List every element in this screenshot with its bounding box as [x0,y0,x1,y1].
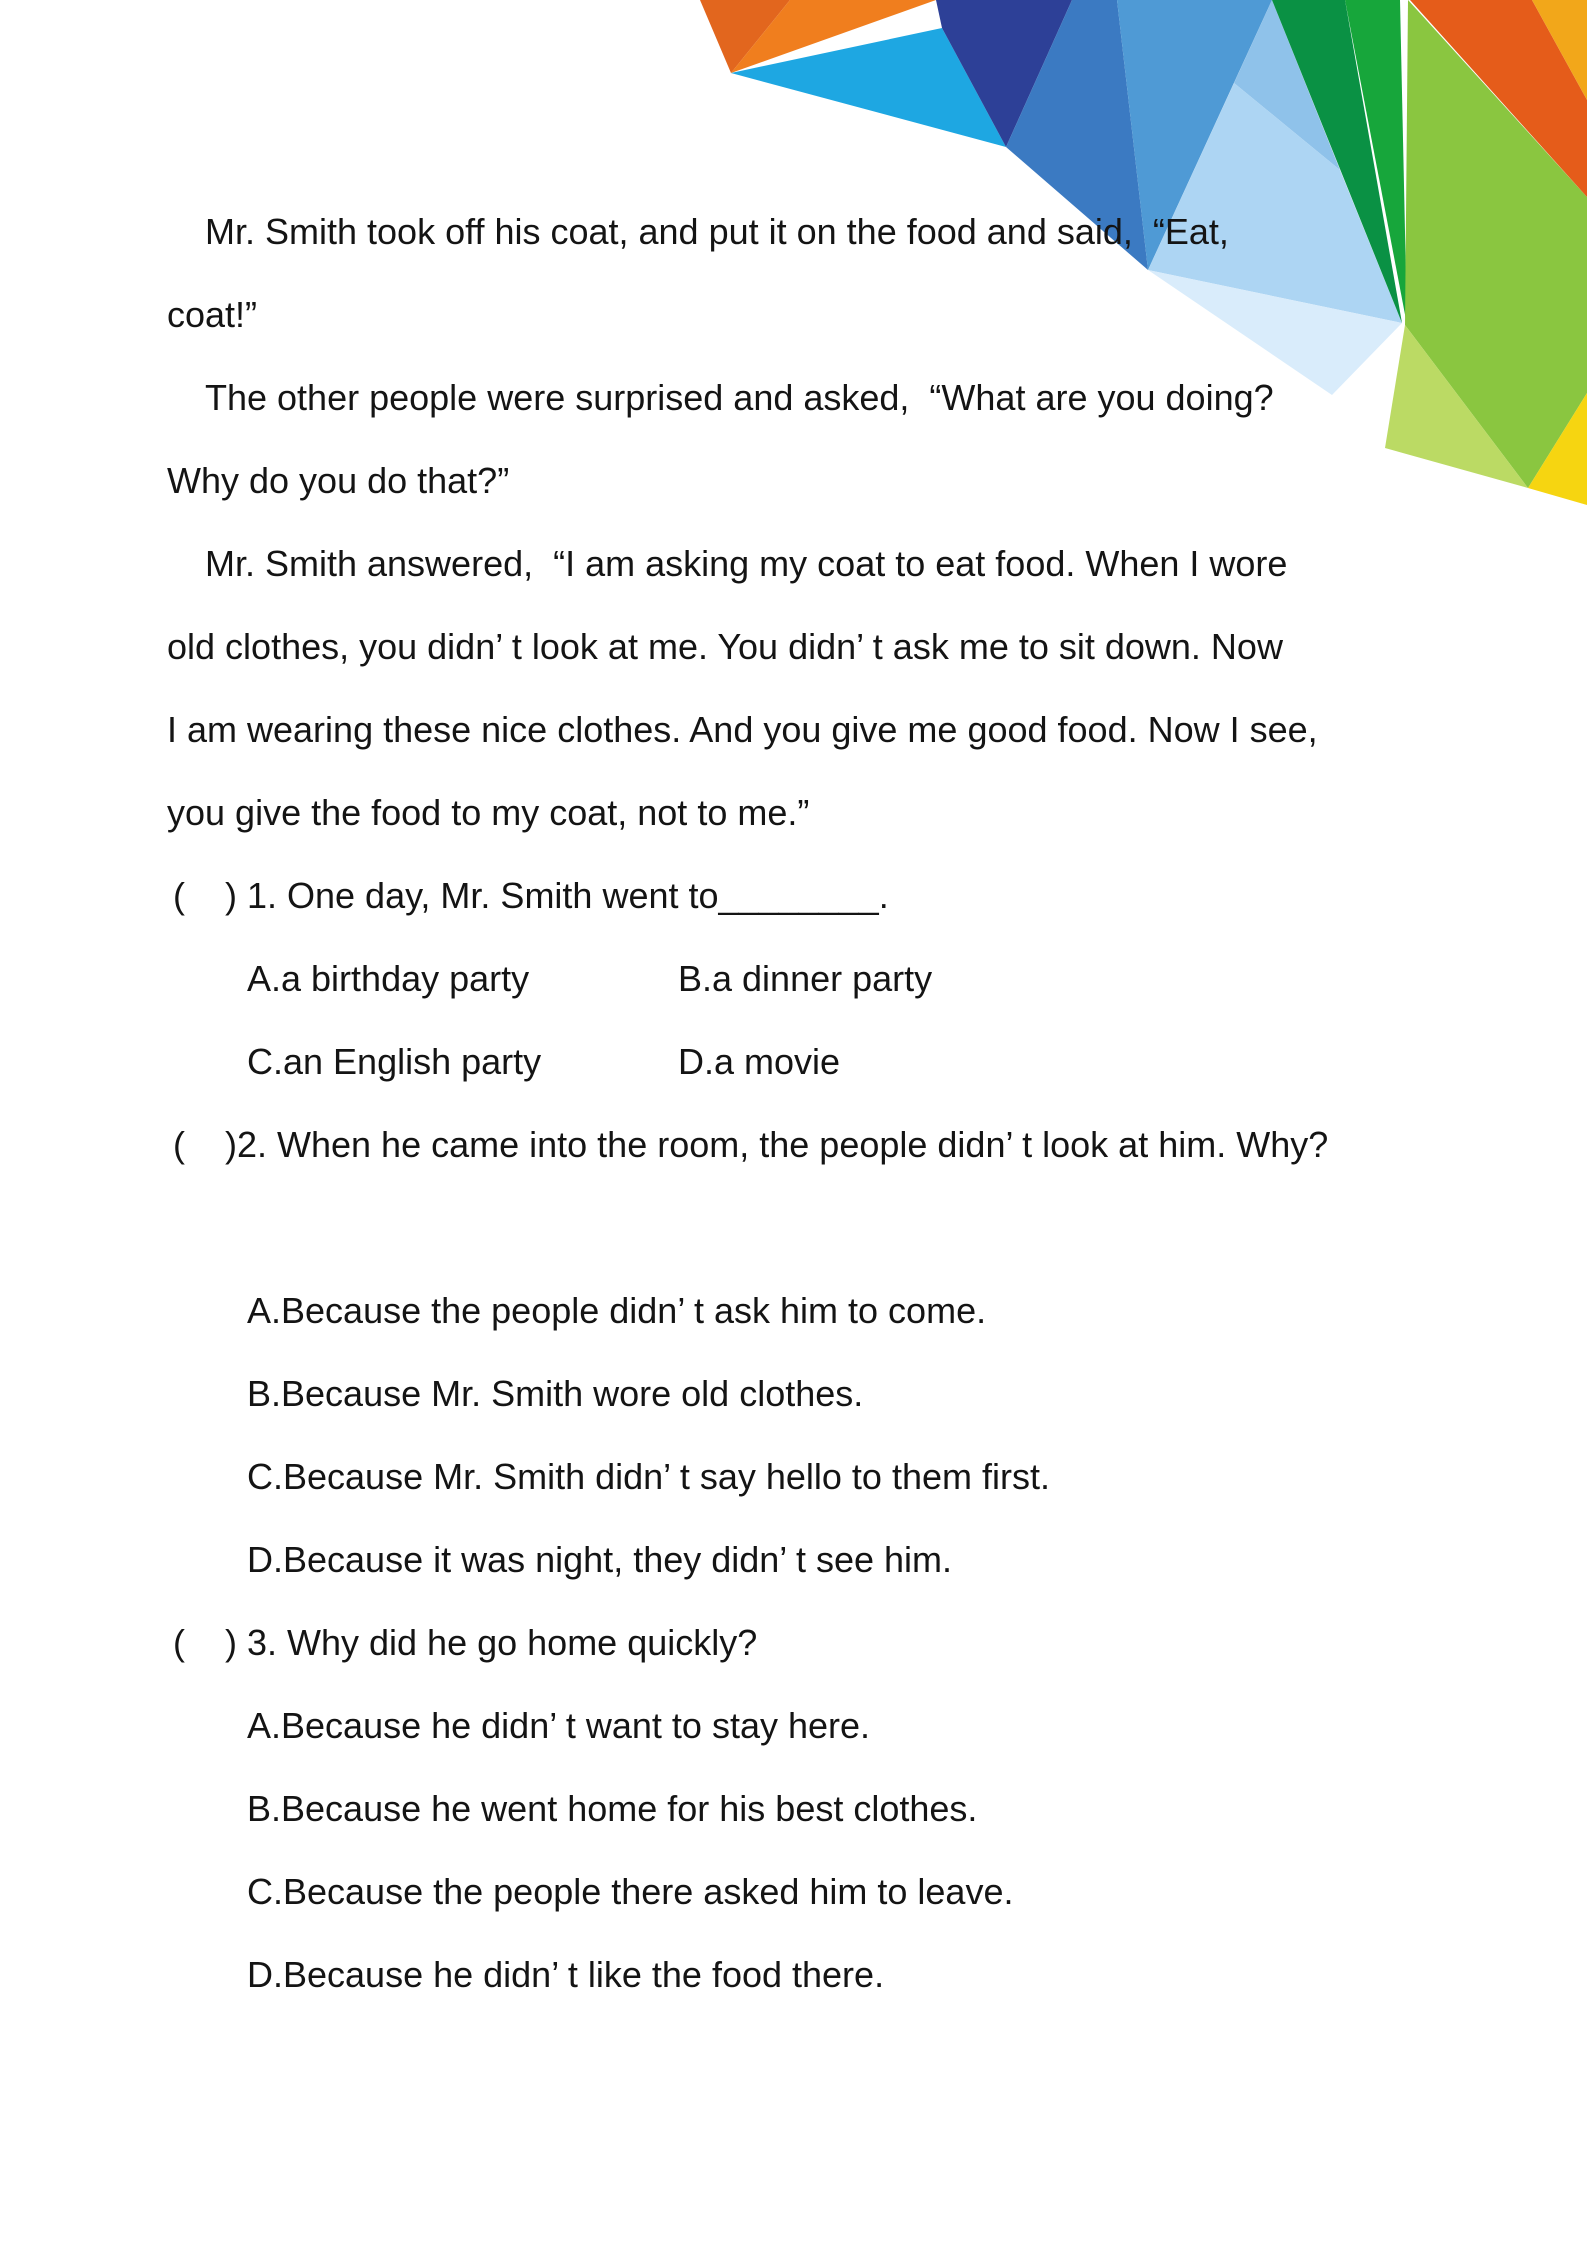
question-2-prompt: ( )2. When he came into the room, the people didn’ t look at him. Why? [173,1124,1329,1165]
option-a-label: A.Because he didn’ t want to stay here. [247,1705,871,1746]
spacer-line [167,1186,1457,1269]
option-d-label: D.a movie [678,1041,841,1082]
option-a-label: A.a birthday party [247,958,530,999]
question-3-prompt: ( ) 3. Why did he go home quickly? [173,1622,758,1663]
passage-line: The other people were surprised and asked, “What are you doing? [205,377,1274,418]
option-a-label: A.Because the people didn’ t ask him to come. [247,1290,987,1331]
option-c-label: C.Because the people there asked him to leave. [247,1871,1014,1912]
passage-line: Why do you do that?” [167,460,510,501]
option-c-label: C.Because Mr. Smith didn’ t say hello to them first. [247,1456,1050,1497]
passage-line: coat!” [167,294,258,335]
passage-line: Mr. Smith answered, “I am asking my coat to eat food. When I wore [205,543,1288,584]
option-b-label: B.a dinner party [678,958,933,999]
option-b-label: B.Because he went home for his best clothes. [247,1788,978,1829]
question-1-options-row-2 [167,1020,1457,1103]
option-d-label: D.Because it was night, they didn’ t see him. [247,1539,953,1580]
option-b-label: B.Because Mr. Smith wore old clothes. [247,1373,864,1414]
option-d-label: D.Because he didn’ t like the food there. [247,1954,885,1995]
passage-line: old clothes, you didn’ t look at me. You didn’ t ask me to sit down. Now [167,626,1283,667]
question-1-prompt: ( ) 1. One day, Mr. Smith went to________. [173,875,889,916]
passage-line: you give the food to my coat, not to me.” [167,792,810,833]
option-c-label: C.an English party [247,1041,542,1082]
reading-passage-and-questions [167,190,1457,2016]
question-1-options-row-1 [167,937,1457,1020]
passage-line: Mr. Smith took off his coat, and put it on the food and said, “Eat, [205,211,1229,252]
passage-line: I am wearing these nice clothes. And you give me good food. Now I see, [167,709,1318,750]
